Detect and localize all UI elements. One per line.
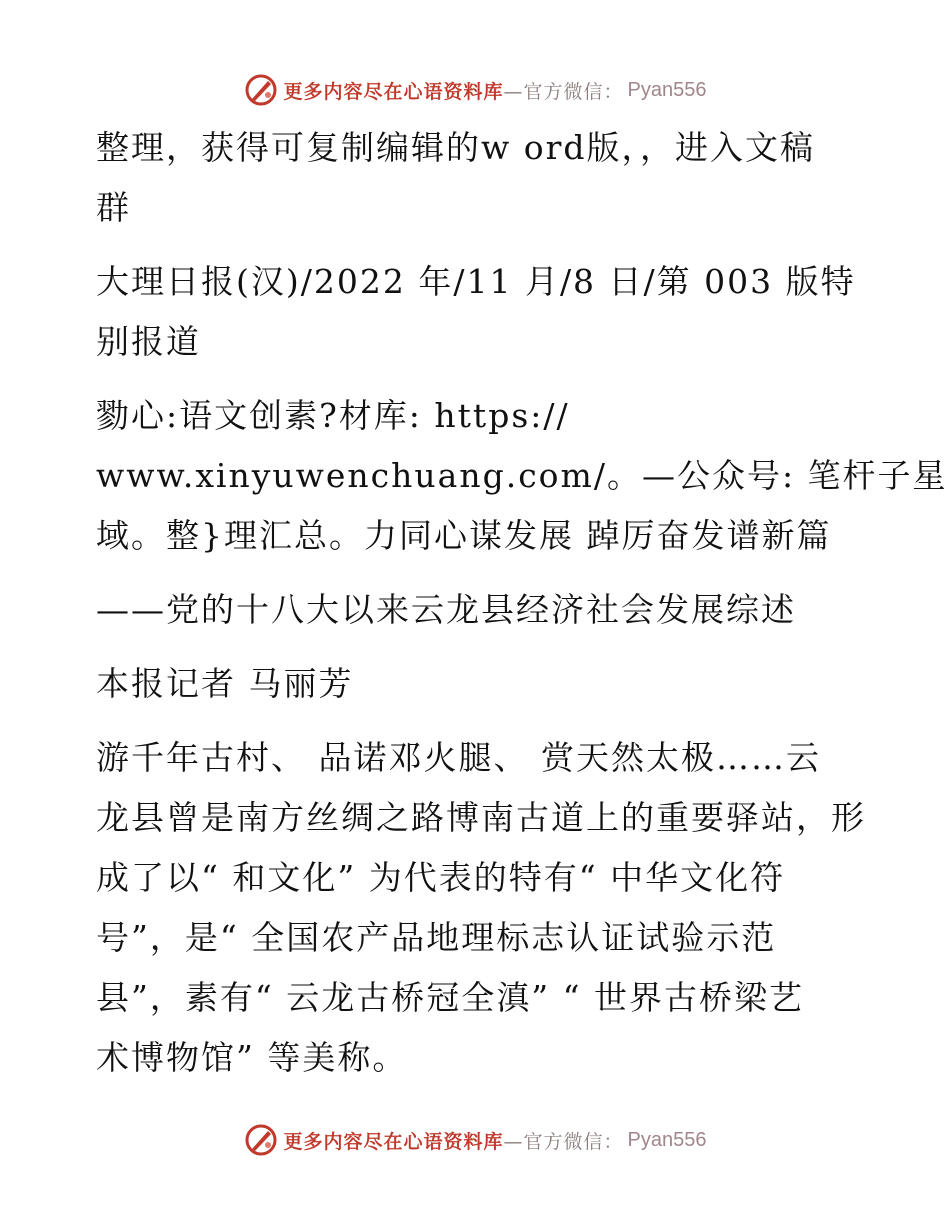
paragraph-subtitle bbox=[96, 580, 856, 640]
banner-separator-text: —官方微信： bbox=[503, 80, 624, 103]
banner-handle: Pyan556 bbox=[627, 1128, 707, 1151]
text-line: 整理，获得可复制编辑的w ord版，，进入文稿 bbox=[96, 128, 816, 167]
text-line: ——党的十八大以来云龙县经济社会发展综述 bbox=[96, 590, 796, 629]
text-line: 别报道 bbox=[96, 322, 201, 361]
text-line: www.xinyuwenchuang.com/。—公众号: 笔杆子星 bbox=[96, 456, 948, 495]
paragraph-source bbox=[96, 252, 856, 372]
text-line: 龙县曾是南方丝绸之路博南古道上的重要驿站，形 bbox=[96, 798, 866, 837]
footer-watermark-banner bbox=[0, 1120, 950, 1160]
text-line: 大理日报(汉)/2022 年/11 月/8 日/第 003 版特 bbox=[96, 262, 856, 301]
banner-main-text: 更多内容尽在心语资料库 bbox=[283, 80, 504, 103]
paragraph-byline bbox=[96, 654, 856, 714]
banner-handle: Pyan556 bbox=[627, 78, 707, 101]
article-body bbox=[96, 118, 948, 1088]
paragraph-title bbox=[96, 386, 948, 566]
header-watermark-banner bbox=[0, 70, 950, 110]
text-line: 群 bbox=[96, 188, 131, 227]
quill-logo-icon bbox=[244, 1123, 278, 1157]
text-line: 成了以“ 和文化” 为代表的特有“ 中华文化符 bbox=[96, 858, 786, 897]
text-line: 县”，素有“ 云龙古桥冠全滇” “ 世界古桥梁艺 bbox=[96, 978, 804, 1017]
text-line: 游千年古村、 品诺邓火腿、 赏天然太极……云 bbox=[96, 738, 821, 777]
paragraph-intro-note bbox=[96, 118, 856, 238]
text-line: 术博物馆” 等美称。 bbox=[96, 1038, 408, 1077]
paragraph-body bbox=[96, 728, 866, 1088]
quill-logo-icon bbox=[244, 73, 278, 107]
text-line: 号”，是“ 全国农产品地理标志认证试验示范 bbox=[96, 918, 777, 957]
text-line: 勠心:语文创素?材库: https:// bbox=[96, 396, 570, 435]
banner-separator-text: —官方微信： bbox=[503, 1130, 624, 1153]
text-line: 域。整}理汇总。力同心谋发展 踔厉奋发谱新篇 bbox=[96, 516, 832, 555]
banner-main-text: 更多内容尽在心语资料库 bbox=[283, 1130, 504, 1153]
text-line: 本报记者 马丽芳 bbox=[96, 664, 354, 703]
